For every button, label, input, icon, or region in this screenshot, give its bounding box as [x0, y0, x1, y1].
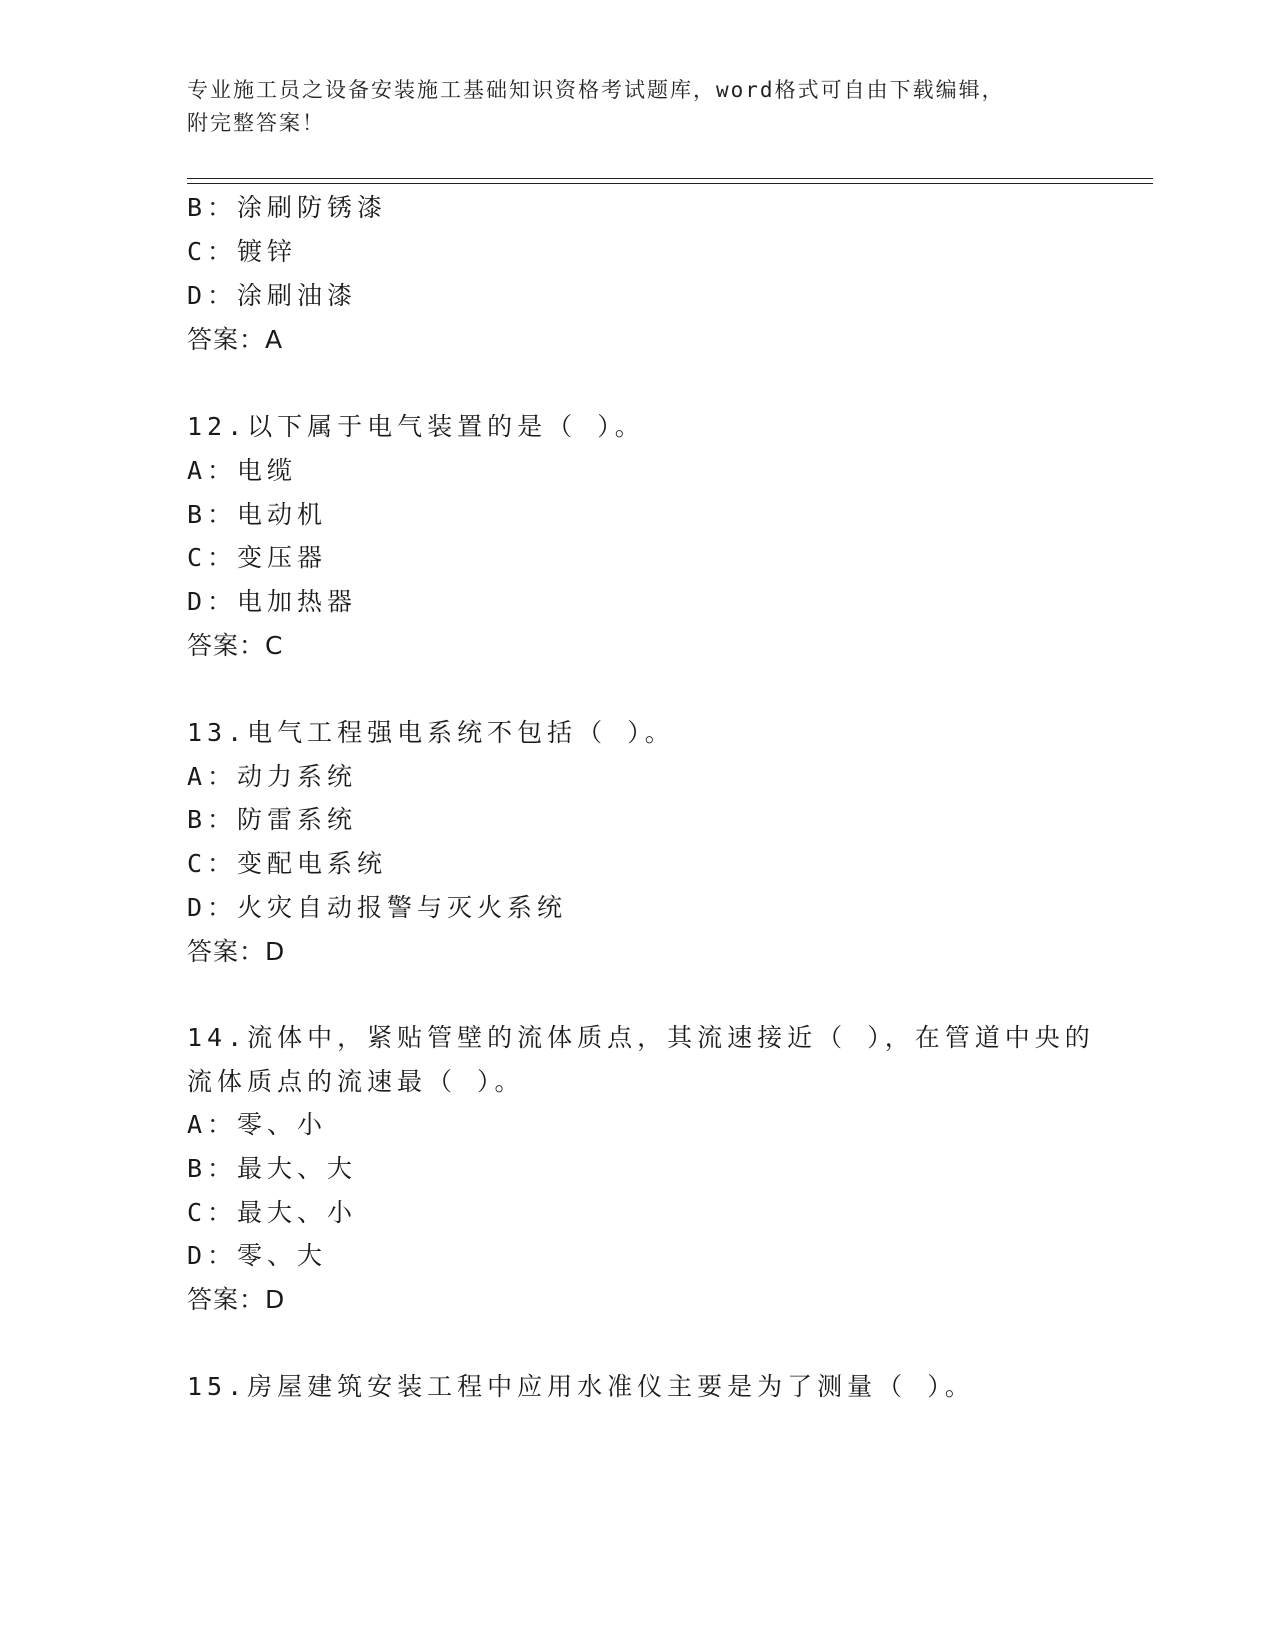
q14-option-a: A：零、小: [187, 1110, 328, 1139]
q11-option-b: B：涂刷防锈漆: [187, 193, 388, 222]
q13-option-b: B：防雷系统: [187, 805, 358, 834]
q13-answer: 答案：D: [187, 937, 286, 966]
q14-option-d: D：零、大: [187, 1241, 328, 1270]
header-line-1: 专业施工员之设备安装施工基础知识资格考试题库，word格式可自由下载编辑，: [187, 78, 1005, 102]
q14-option-c: C：最大、小: [187, 1198, 358, 1227]
q11-answer: 答案：A: [187, 325, 284, 354]
q15-question: 15.房屋建筑安装工程中应用水准仪主要是为了测量（ ）。: [187, 1372, 975, 1401]
q13-question: 13.电气工程强电系统不包括（ ）。: [187, 718, 675, 747]
q12-option-b: B：电动机: [187, 500, 328, 529]
q14-option-b: B：最大、大: [187, 1154, 358, 1183]
q14-question-line-1: 14.流体中，紧贴管壁的流体质点，其流速接近（ ），在管道中央的: [187, 1023, 1095, 1052]
header-divider-top: [187, 178, 1153, 179]
document-header: [187, 74, 1087, 140]
header-divider-bottom: [187, 183, 1153, 184]
q11-option-d: D：涂刷油漆: [187, 281, 358, 310]
header-line-2: 附完整答案！: [187, 111, 325, 135]
q12-option-c: C：变压器: [187, 543, 328, 572]
q12-option-a: A：电缆: [187, 456, 298, 485]
q11-option-c: C：镀锌: [187, 237, 298, 266]
q12-answer: 答案：C: [187, 631, 284, 660]
q12-option-d: D：电加热器: [187, 587, 358, 616]
q12-question: 12.以下属于电气装置的是（ ）。: [187, 412, 645, 441]
q14-question-line-2: 流体质点的流速最（ ）。: [187, 1067, 525, 1096]
q13-option-d: D：火灾自动报警与灭火系统: [187, 893, 568, 922]
q14-answer: 答案：D: [187, 1285, 286, 1314]
q13-option-a: A：动力系统: [187, 762, 358, 791]
q13-option-c: C：变配电系统: [187, 849, 388, 878]
